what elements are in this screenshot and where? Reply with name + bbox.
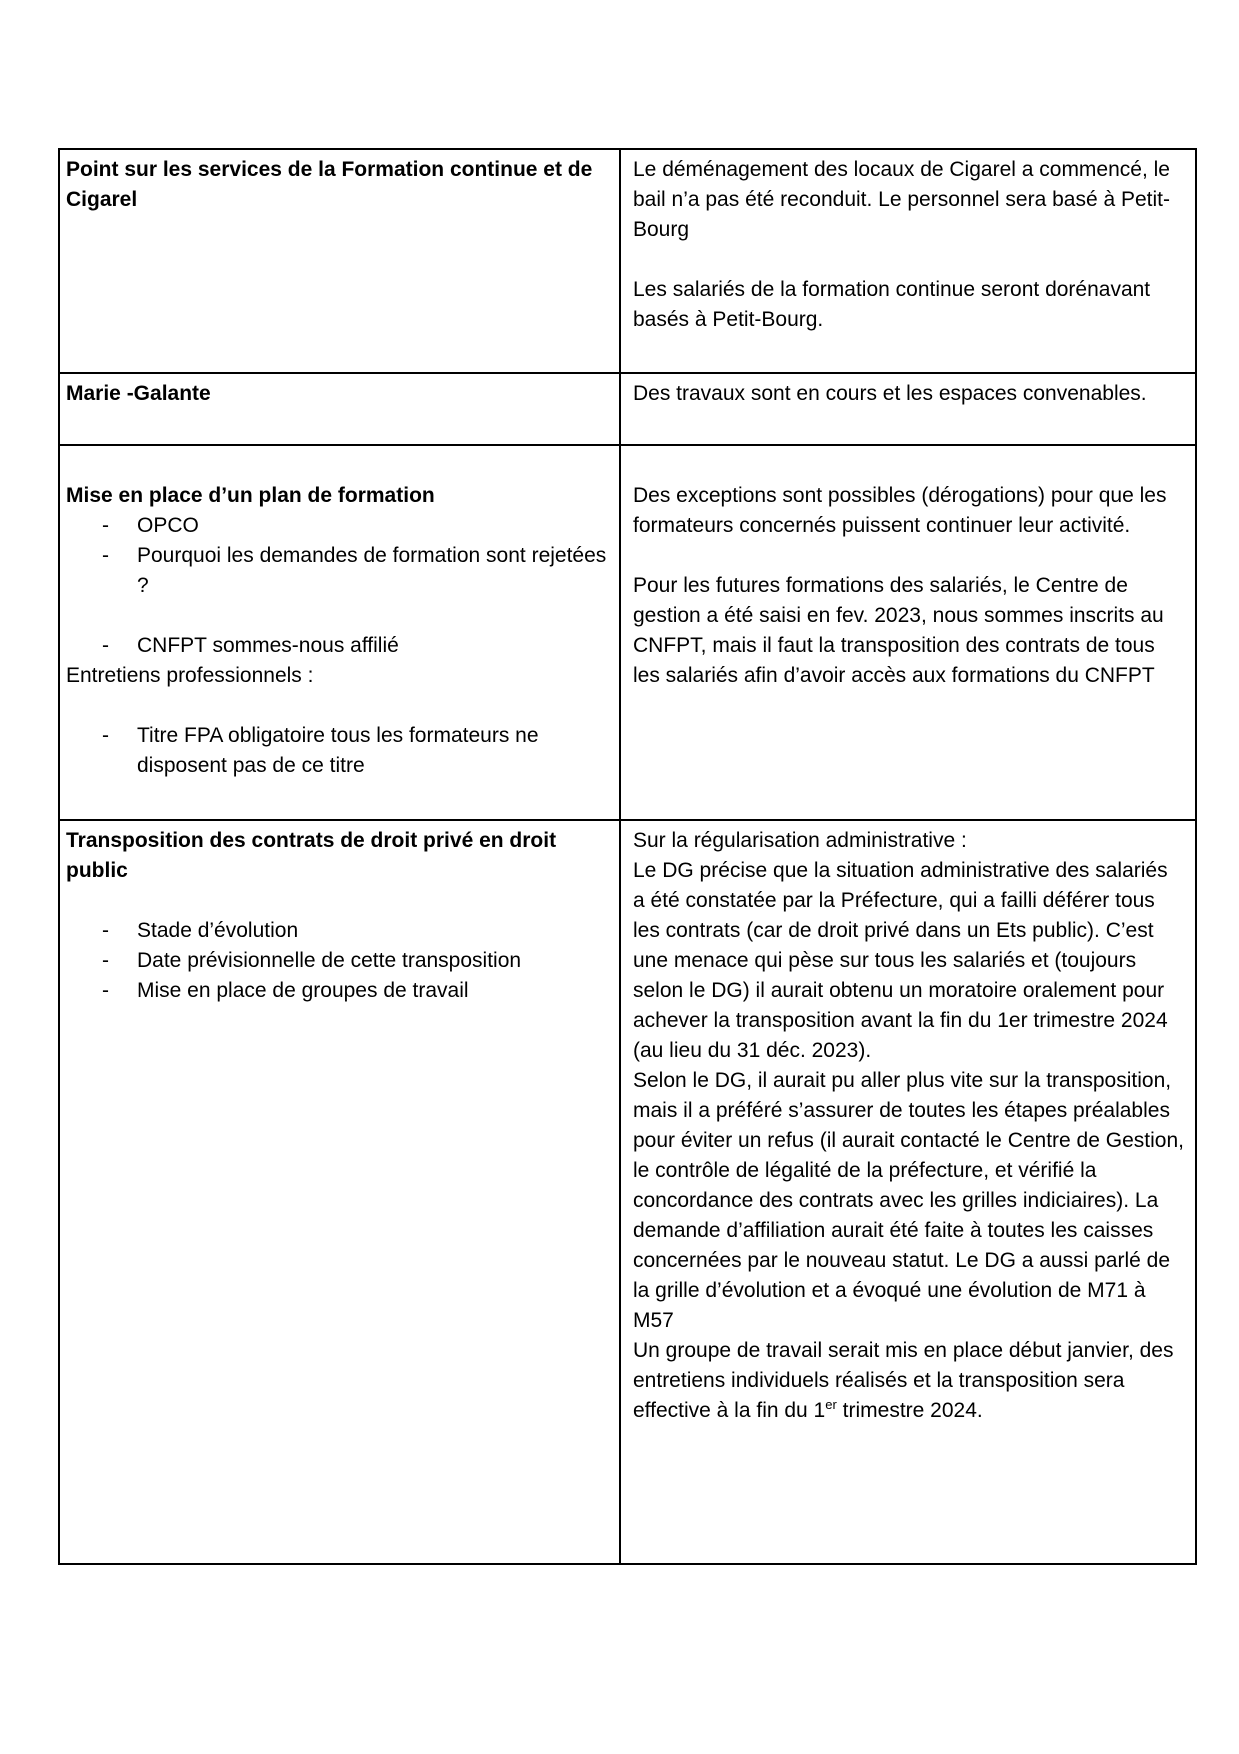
blank-line [633, 451, 1185, 481]
meeting-notes-table [58, 148, 1197, 1565]
table-row-transposition-contrats [59, 820, 1196, 1564]
paragraph: Pour les futures formations des salariés, le Centre de gestion a été saisi en fev. 2023, nous sommes inscrits au CNFPT, mais il faut la transposition des contrats de tous les salariés afin d’avoir accès aux formations du CNFPT [633, 574, 1164, 687]
table-row-formation-continue [59, 149, 1196, 373]
topic-heading: Point sur les services de la Formation continue et de Cigarel [66, 158, 593, 211]
cell-notes-plan-de-formation [620, 445, 1196, 820]
bullet-item [66, 916, 609, 946]
topic-heading: Marie -Galante [66, 382, 211, 405]
paragraph: Des exceptions sont possibles (dérogations) pour que les formateurs concernés puissent continuer leur activité. [633, 484, 1167, 537]
bullet-dash: - [102, 919, 109, 942]
cell-topic-transposition-contrats [59, 820, 620, 1564]
paragraph: Le DG précise que la situation administrative des salariés a été constatée par la Préfecture, qui a failli déférer tous les contrats (car de droit privé dans un Ets public). C’est une menace qui pèse sur tous les salariés et (toujours selon le DG) il aurait obtenu un moratoire oralement pour achever la transposition avant la fin du 1er trimestre 2024 (au lieu du 31 déc. 2023). [633, 859, 1168, 1062]
paragraph [633, 1336, 1185, 1426]
cell-topic-marie-galante [59, 373, 620, 445]
bullet-dash: - [102, 724, 109, 747]
bullet-text: Pourquoi les demandes de formation sont rejetées ? [137, 544, 607, 597]
bullet-text: OPCO [137, 514, 199, 537]
blank-line [633, 541, 1185, 571]
bullet-dash: - [102, 634, 109, 657]
cell-topic-formation-continue [59, 149, 620, 373]
bullet-text: Date prévisionnelle de cette transposition [137, 949, 522, 972]
cell-topic-plan-de-formation [59, 445, 620, 820]
paragraph: Des travaux sont en cours et les espaces convenables. [633, 382, 1147, 405]
bullet-item [66, 976, 609, 1006]
paragraph-text: trimestre 2024. [836, 1399, 983, 1422]
bullet-item [66, 511, 609, 541]
cell-notes-formation-continue [620, 149, 1196, 373]
bullet-dash: - [102, 949, 109, 972]
bullet-text: Titre FPA obligatoire tous les formateurs ne disposent pas de ce titre [137, 724, 539, 777]
bullet-item [66, 721, 609, 781]
superscript-ordinal: er [825, 1397, 837, 1412]
paragraph-text: Un groupe de travail serait mis en place début janvier, des entretiens individuels réalisés et la transposition sera effective à la fin du 1 [633, 1339, 1174, 1422]
bullet-dash: - [102, 514, 109, 537]
bullet-item [66, 541, 609, 601]
paragraph: Les salariés de la formation continue seront dorénavant basés à Petit-Bourg. [633, 278, 1151, 331]
bullet-dash: - [102, 979, 109, 1002]
topic-heading: Mise en place d’un plan de formation [66, 484, 435, 507]
bullet-text: CNFPT sommes-nous affilié [137, 634, 399, 657]
blank-line [66, 691, 609, 721]
bullet-text: Stade d’évolution [137, 919, 299, 942]
blank-line [66, 451, 609, 481]
blank-line [66, 601, 609, 631]
paragraph: Entretiens professionnels : [66, 664, 314, 687]
bullet-dash: - [102, 544, 109, 567]
table-row-marie-galante [59, 373, 1196, 445]
bullet-item [66, 631, 609, 661]
topic-heading: Transposition des contrats de droit privé en droit public [66, 829, 557, 882]
paragraph: Le déménagement des locaux de Cigarel a commencé, le bail n’a pas été reconduit. Le personnel sera basé à Petit-Bourg [633, 158, 1171, 241]
cell-notes-transposition-contrats [620, 820, 1196, 1564]
bullet-item [66, 946, 609, 976]
blank-line [66, 886, 609, 916]
paragraph: Selon le DG, il aurait pu aller plus vite sur la transposition, mais il a préféré s’assurer de toutes les étapes préalables pour éviter un refus (il aurait contacté le Centre de Gestion, le contrôle de légalité de la préfecture, et vérifié la concordance des contrats avec les grilles indiciaires). La demande d’affiliation aurait été faite à toutes les caisses concernées par le nouveau statut. Le DG a aussi parlé de la grille d’évolution et a évoqué une évolution de M71 à M57 [633, 1069, 1184, 1332]
blank-line [633, 245, 1185, 275]
cell-notes-marie-galante [620, 373, 1196, 445]
paragraph: Sur la régularisation administrative : [633, 829, 967, 852]
table-row-plan-de-formation [59, 445, 1196, 820]
bullet-text: Mise en place de groupes de travail [137, 979, 469, 1002]
